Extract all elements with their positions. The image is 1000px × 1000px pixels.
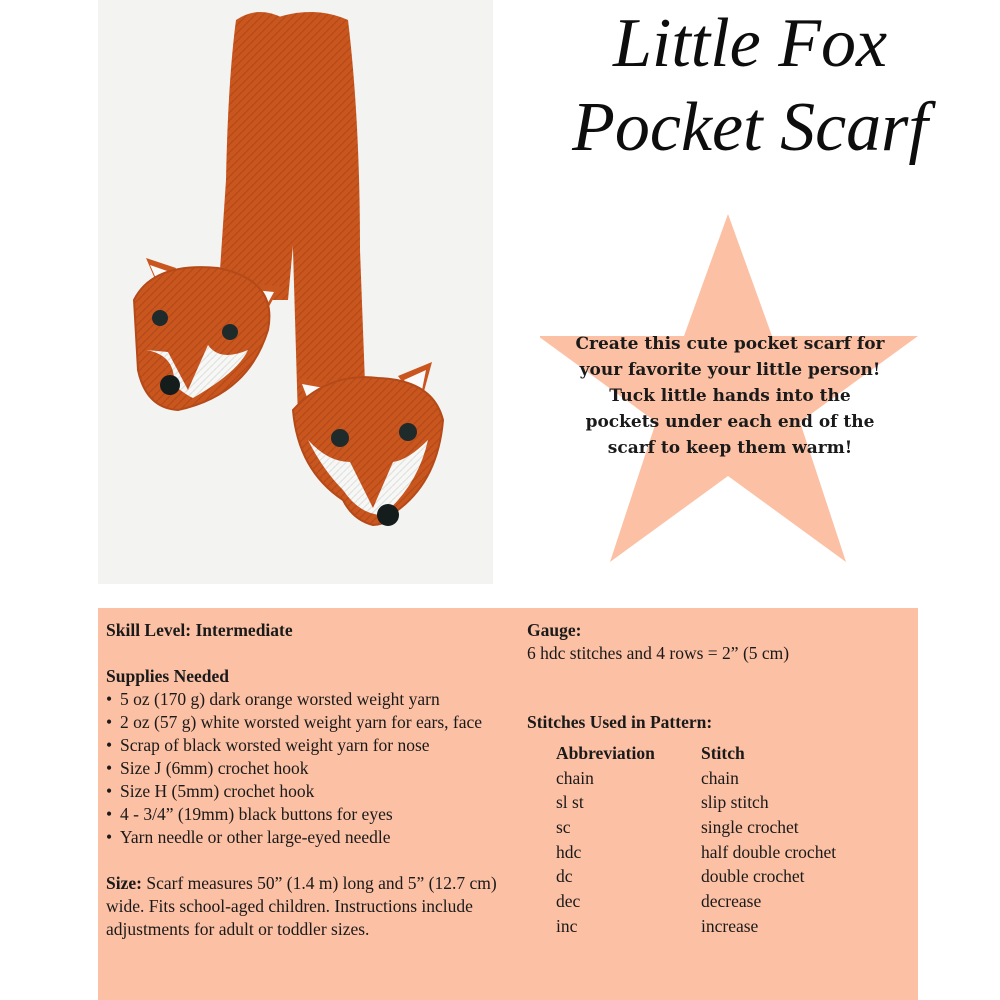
- stitch-name: half double crochet: [701, 841, 837, 862]
- table-row: [556, 816, 836, 841]
- stitches-heading: Stitches Used in Pattern:: [527, 712, 713, 732]
- stitch-abbreviation: sl st: [556, 792, 584, 813]
- supplies-list: [106, 688, 516, 849]
- supply-item: • 4 - 3/4” (19mm) black buttons for eyes: [106, 803, 516, 826]
- right-fox-head: [293, 362, 443, 526]
- column-header-abbreviation: Abbreviation: [556, 743, 655, 763]
- size-text: Scarf measures 50” (1.4 m) long and 5” (12.7 cm) wide. Fits school-aged children. Instructions include adjustments for adult or toddler sizes.: [106, 873, 497, 939]
- stitch-abbreviation: hdc: [556, 841, 582, 862]
- supply-item: • Scrap of black worsted weight yarn for nose: [106, 734, 516, 757]
- table-row: [556, 791, 836, 816]
- table-row: [556, 767, 836, 792]
- table-row: [556, 865, 836, 890]
- supply-item: • 2 oz (57 g) white worsted weight yarn for ears, face: [106, 711, 516, 734]
- table-header-row: [556, 742, 836, 767]
- table-row: [556, 915, 836, 940]
- page-title: [520, 2, 980, 170]
- scarf-photo: [98, 0, 493, 584]
- supply-item: • 5 oz (170 g) dark orange worsted weight yarn: [106, 688, 516, 711]
- gauge-text: 6 hdc stitches and 4 rows = 2” (5 cm): [527, 643, 790, 663]
- size-info: [106, 872, 516, 941]
- fox-scarf-illustration: [98, 0, 493, 584]
- supply-item: • Yarn needle or other large-eyed needle: [106, 826, 516, 849]
- supply-item: • Size H (5mm) crochet hook: [106, 780, 516, 803]
- stitch-name: chain: [701, 767, 739, 788]
- stitches-table: [556, 742, 836, 940]
- size-label: Size:: [106, 873, 142, 893]
- supply-item: • Size J (6mm) crochet hook: [106, 757, 516, 780]
- stitch-name: increase: [701, 915, 759, 936]
- supplies-heading: Supplies Needed: [106, 666, 230, 686]
- stitch-abbreviation: sc: [556, 817, 571, 838]
- stitch-abbreviation: dec: [556, 891, 581, 912]
- gauge-heading: Gauge:: [527, 620, 582, 640]
- table-row: [556, 890, 836, 915]
- stitch-abbreviation: dc: [556, 866, 573, 887]
- table-row: [556, 841, 836, 866]
- stitch-name: single crochet: [701, 817, 799, 838]
- stitch-name: double crochet: [701, 866, 805, 887]
- stitch-abbreviation: inc: [556, 915, 578, 936]
- info-left-column: [106, 619, 516, 941]
- info-right-column: [527, 619, 917, 940]
- stitch-name: decrease: [701, 891, 762, 912]
- skill-level: Skill Level: Intermediate: [106, 620, 293, 640]
- stitch-name: slip stitch: [701, 792, 769, 813]
- column-header-stitch: Stitch: [701, 743, 745, 763]
- star-callout-text: Create this cute pocket scarf for your favorite your little person! Tuck little hands into the pockets under each end of the scarf to keep them warm!: [575, 334, 885, 458]
- stitch-abbreviation: chain: [556, 767, 594, 788]
- title-line-1: Little Fox: [612, 5, 888, 82]
- title-line-2: Pocket Scarf: [572, 89, 928, 166]
